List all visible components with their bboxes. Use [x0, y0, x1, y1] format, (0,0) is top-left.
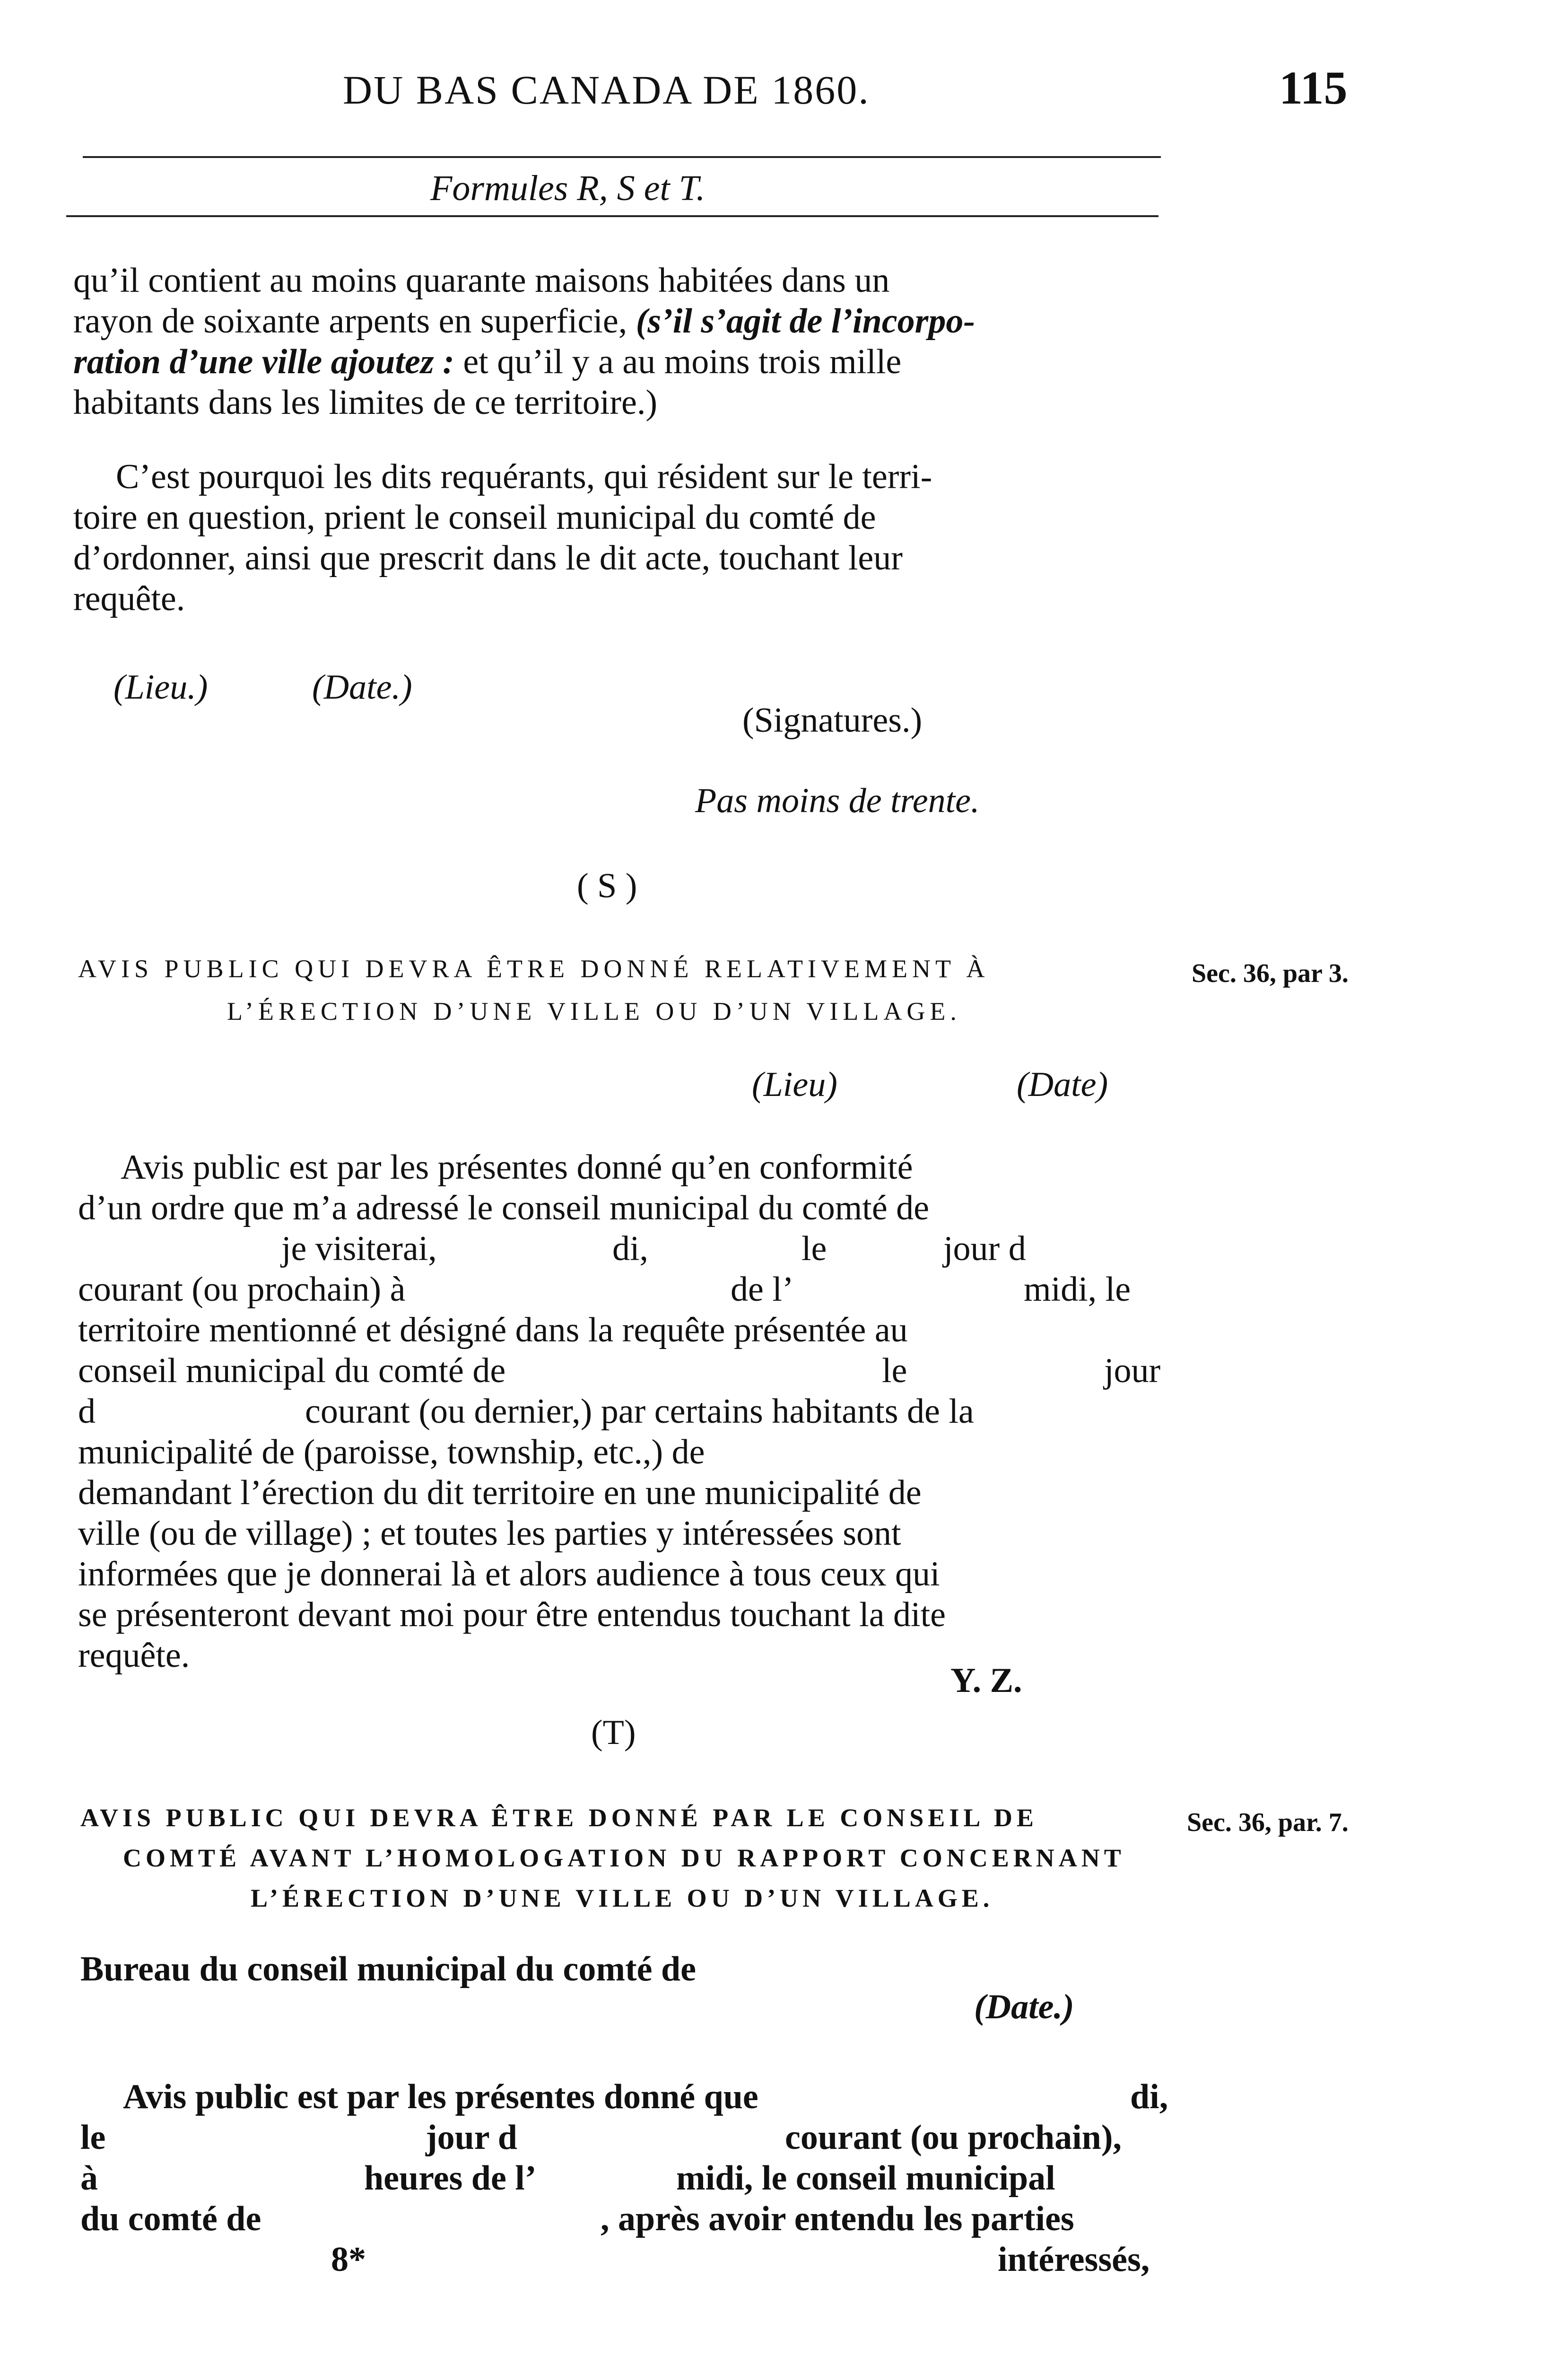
- t-body-line-5: intéressés,: [998, 2240, 1150, 2279]
- s-body-line-2: d’un ordre que m’a adressé le conseil municipal du comté de: [78, 1189, 930, 1227]
- running-title: DU BAS CANADA DE 1860.: [343, 67, 870, 113]
- t-le: le: [80, 2118, 106, 2157]
- t-date: (Date.): [974, 1988, 1074, 2026]
- s-body-line-9: demandant l’érection du dit territoire en une municipalité de: [78, 1473, 922, 1512]
- s-label: ( S ): [577, 867, 637, 905]
- r-p1-line-2-italic: (s’il s’agit de l’incorpo-: [636, 302, 976, 341]
- s-body-line-1: Avis public est par les présentes donné qu’en conformité: [121, 1148, 913, 1187]
- s-visiterai: je visiterai,: [281, 1229, 437, 1268]
- r-p1-line-4: habitants dans les limites de ce territoire.): [73, 383, 657, 422]
- t-avis-public: Avis public est par les présentes donné que: [123, 2077, 758, 2116]
- r-p1-line-2: [73, 301, 975, 342]
- t-apres-avoir: , après avoir entendu les parties: [601, 2199, 1074, 2238]
- r-minimum: Pas moins de trente.: [695, 781, 980, 820]
- t-heading-line-2: COMTÉ AVANT L’HOMOLOGATION DU RAPPORT CONCERNANT: [123, 1844, 1125, 1872]
- t-jour-d: jour d: [426, 2118, 517, 2157]
- s-body-line-13: requête.: [78, 1636, 190, 1675]
- s-date: (Date): [1017, 1065, 1108, 1104]
- t-heading-line-1: AVIS PUBLIC QUI DEVRA ÊTRE DONNÉ PAR LE CONSEIL DE: [80, 1804, 1038, 1832]
- s-le-2: le: [882, 1351, 907, 1390]
- t-heading-line-3: L’ÉRECTION D’UNE VILLE OU D’UN VILLAGE.: [251, 1884, 994, 1912]
- t-di: di,: [1130, 2077, 1168, 2116]
- s-body-line-10: ville (ou de village) ; et toutes les parties y intéressées sont: [78, 1514, 901, 1553]
- header-rule-top: [83, 156, 1161, 158]
- s-body-line-5: territoire mentionné et désigné dans la requête présentée au: [78, 1311, 908, 1349]
- header-rule-bottom: [66, 215, 1159, 217]
- r-p1-line-3: [73, 342, 901, 382]
- t-du-comte-de: du comté de: [80, 2199, 261, 2238]
- s-jour: jour: [1104, 1351, 1161, 1390]
- r-p1-line-3-text: et qu’il y a au moins trois mille: [463, 342, 902, 381]
- page-number: 115: [1279, 61, 1348, 114]
- t-midi-conseil: midi, le conseil municipal: [676, 2159, 1055, 2198]
- s-jour-d: jour d: [943, 1229, 1026, 1268]
- s-de-l: de l’: [731, 1270, 794, 1309]
- s-body-line-12: se présenteront devant moi pour être entendus touchant la dite: [78, 1595, 946, 1634]
- r-p2-line-1: C’est pourquoi les dits requérants, qui résident sur le terri-: [116, 457, 932, 496]
- s-courant-dernier: courant (ou dernier,) par certains habitants de la: [305, 1392, 974, 1431]
- t-heures-de-l: heures de l’: [364, 2159, 537, 2198]
- s-d: d: [78, 1392, 96, 1431]
- s-courant-prochain: courant (ou prochain) à: [78, 1270, 406, 1309]
- s-di: di,: [612, 1229, 649, 1268]
- t-signature-mark: 8*: [331, 2240, 366, 2279]
- t-label: (T): [591, 1713, 636, 1752]
- r-p1-line-2-text: rayon de soixante arpents en superficie,: [73, 302, 627, 341]
- section-title: Formules R, S et T.: [430, 168, 706, 208]
- s-le: le: [801, 1229, 827, 1268]
- r-p2-line-3: d’ordonner, ainsi que prescrit dans le dit acte, touchant leur: [73, 539, 903, 578]
- t-courant-prochain: courant (ou prochain),: [785, 2118, 1122, 2157]
- t-margin-note: Sec. 36, par. 7.: [1187, 1808, 1349, 1837]
- s-midi-le: midi, le: [1024, 1270, 1131, 1309]
- r-p2-line-2: toire en question, prient le conseil municipal du comté de: [73, 498, 876, 537]
- t-a: à: [80, 2159, 98, 2198]
- r-p1-line-3-italic: ration d’une ville ajoutez :: [73, 342, 454, 381]
- s-margin-note: Sec. 36, par 3.: [1192, 959, 1349, 988]
- s-body-line-11: informées que je donnerai là et alors audience à tous ceux qui: [78, 1555, 940, 1594]
- r-p2-line-4: requête.: [73, 579, 185, 618]
- s-heading-line-2: L’ÉRECTION D’UNE VILLE OU D’UN VILLAGE.: [227, 997, 961, 1025]
- s-conseil-comte-de: conseil municipal du comté de: [78, 1351, 506, 1390]
- r-p1-line-1: qu’il contient au moins quarante maisons habitées dans un: [73, 261, 890, 300]
- t-bureau: Bureau du conseil municipal du comté de: [80, 1950, 697, 1988]
- s-heading-line-1: AVIS PUBLIC QUI DEVRA ÊTRE DONNÉ RELATIVEMENT À: [78, 955, 990, 983]
- s-signer: Y. Z.: [950, 1661, 1022, 1700]
- r-signatures: (Signatures.): [742, 701, 923, 740]
- s-place: (Lieu): [752, 1065, 837, 1104]
- r-place: (Lieu.): [113, 668, 208, 707]
- s-body-line-8: municipalité de (paroisse, township, etc.,) de: [78, 1433, 705, 1472]
- r-date: (Date.): [312, 668, 412, 707]
